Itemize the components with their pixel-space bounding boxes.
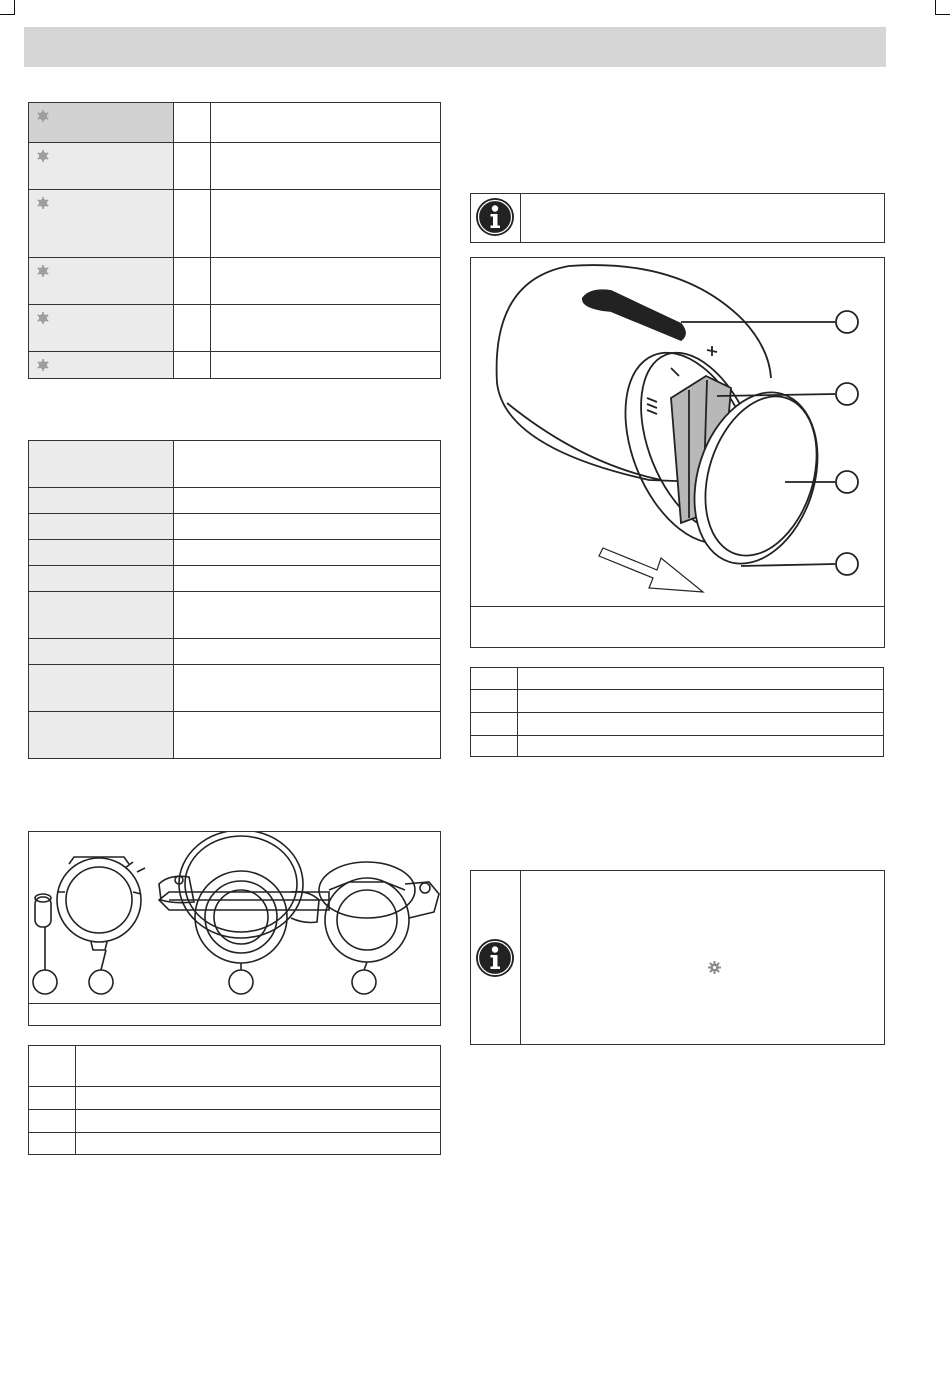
table-row [29, 305, 441, 352]
table-row [29, 592, 441, 639]
table-row [471, 713, 884, 736]
thermostat-battery-illustration [471, 258, 884, 606]
spec-value [174, 566, 441, 592]
legend-number [29, 1133, 76, 1155]
table-row [29, 514, 441, 540]
gear-icon [708, 961, 721, 974]
mode-label-cell [29, 143, 174, 190]
snowflake-icon [36, 149, 50, 163]
legend-text [518, 713, 884, 736]
thermostat-legend-table [470, 667, 884, 757]
info-note [470, 870, 885, 1045]
table-row [29, 1110, 441, 1133]
mode-description [211, 258, 441, 305]
spec-value [174, 712, 441, 759]
table-row [29, 639, 441, 665]
legend-number [29, 1046, 76, 1087]
table-row [29, 1133, 441, 1155]
legend-text [518, 668, 884, 690]
mode-description [211, 143, 441, 190]
legend-text [76, 1087, 441, 1110]
legend-number [29, 1110, 76, 1133]
legend-text [518, 690, 884, 713]
spec-value [174, 540, 441, 566]
mode-symbol [174, 190, 211, 258]
section-header-bar [24, 27, 886, 67]
legend-text [518, 736, 884, 757]
legend-number [471, 668, 518, 690]
table-row [471, 668, 884, 690]
snowflake-icon [36, 109, 50, 123]
mode-label-cell [29, 258, 174, 305]
thermostat-figure [470, 257, 885, 648]
adapter-rings-illustration [29, 832, 440, 1002]
spec-value [174, 665, 441, 712]
legend-text [76, 1110, 441, 1133]
table-row [29, 1046, 441, 1087]
snowflake-icon [36, 196, 50, 210]
mode-description [211, 103, 441, 143]
mode-symbol [174, 103, 211, 143]
thermostat-figure-caption [471, 606, 884, 647]
snowflake-icon [36, 311, 50, 325]
info-icon [475, 938, 515, 978]
legend-text [76, 1133, 441, 1155]
spec-table [28, 440, 441, 759]
table-row [29, 190, 441, 258]
mode-symbol [174, 352, 211, 379]
table-row [29, 103, 441, 143]
mode-label-cell [29, 103, 174, 143]
info-icon-cell [471, 871, 521, 1044]
legend-number [471, 690, 518, 713]
table-row [29, 1087, 441, 1110]
mode-description [211, 190, 441, 258]
table-row [471, 690, 884, 713]
info-icon [475, 197, 515, 237]
info-note [470, 193, 885, 243]
table-row [471, 736, 884, 757]
legend-number [471, 736, 518, 757]
spec-value [174, 592, 441, 639]
spec-value [174, 488, 441, 514]
mode-symbol [174, 143, 211, 190]
table-row [29, 143, 441, 190]
adapter-figure-caption [29, 1003, 440, 1025]
mode-table [28, 102, 441, 379]
mode-symbol [174, 305, 211, 352]
adapter-legend-table [28, 1045, 441, 1155]
crop-mark-top-left [0, 0, 15, 15]
adapter-figure [28, 831, 441, 1026]
table-row [29, 441, 441, 488]
table-row [29, 540, 441, 566]
table-row [29, 665, 441, 712]
legend-number [471, 713, 518, 736]
spec-label [29, 441, 174, 488]
table-row [29, 712, 441, 759]
spec-label [29, 592, 174, 639]
mode-label-cell [29, 190, 174, 258]
table-row [29, 488, 441, 514]
mode-description [211, 352, 441, 379]
mode-label-cell [29, 305, 174, 352]
spec-label [29, 514, 174, 540]
table-row [29, 566, 441, 592]
mode-description [211, 305, 441, 352]
spec-label [29, 566, 174, 592]
spec-label [29, 712, 174, 759]
crop-mark-top-right [935, 0, 950, 15]
spec-value [174, 441, 441, 488]
snowflake-icon [36, 264, 50, 278]
mode-symbol [174, 258, 211, 305]
legend-text [76, 1046, 441, 1087]
spec-label [29, 488, 174, 514]
snowflake-icon [36, 358, 50, 372]
table-row [29, 352, 441, 379]
info-icon-cell [471, 194, 521, 242]
spec-value [174, 639, 441, 665]
legend-number [29, 1087, 76, 1110]
spec-label [29, 665, 174, 712]
spec-label [29, 540, 174, 566]
table-row [29, 258, 441, 305]
spec-label [29, 639, 174, 665]
spec-value [174, 514, 441, 540]
mode-label-cell [29, 352, 174, 379]
